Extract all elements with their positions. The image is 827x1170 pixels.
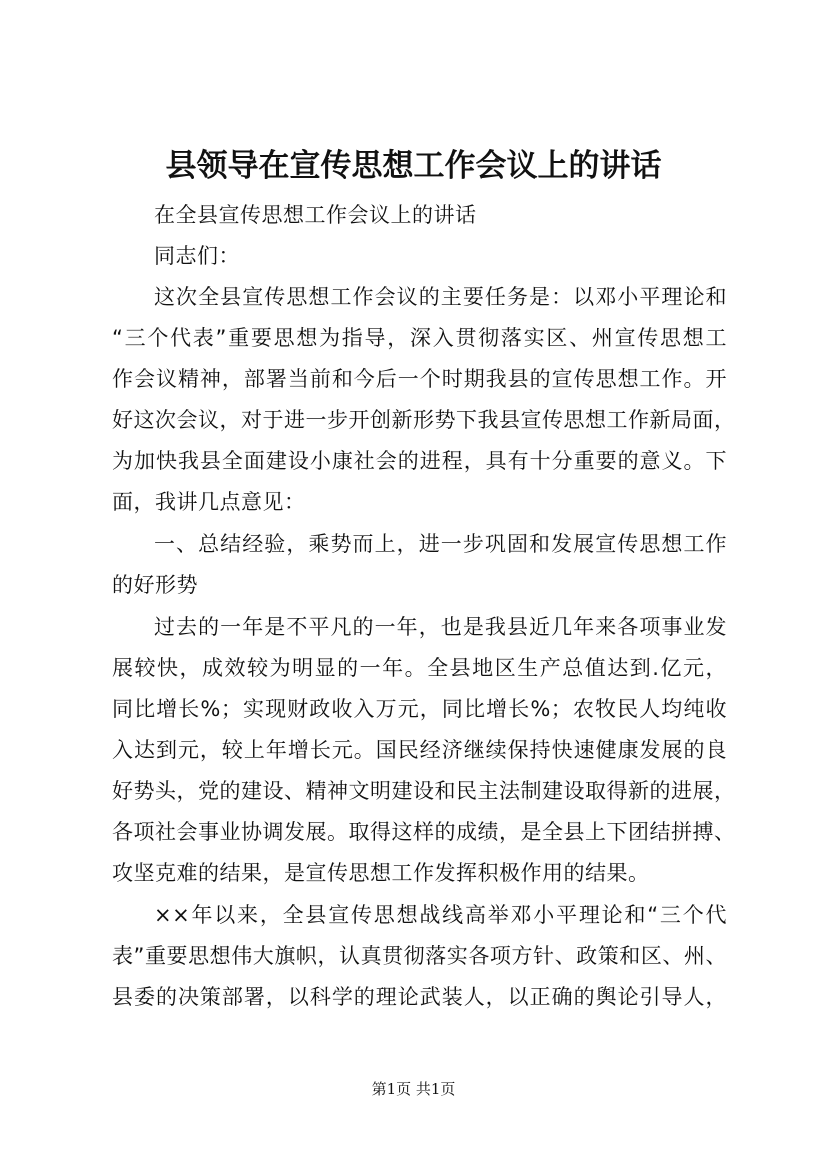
- paragraph-line: 表”重要思想伟大旗帜，认真贯彻落实各项方针、政策和区、州、: [112, 944, 727, 968]
- section-heading-line: 的好形势: [112, 573, 198, 597]
- paragraph-line: 县委的决策部署，以科学的理论武装人，以正确的舆论引导人，: [112, 985, 727, 1009]
- paragraph-line: “三个代表”重要思想为指导，深入贯彻落实区、州宣传思想工: [112, 326, 727, 350]
- paragraph-line: 好这次会议，对于进一步开创新形势下我县宣传思想工作新局面，: [112, 408, 736, 432]
- paragraph-line: 攻坚克难的结果，是宣传思想工作发挥积极作用的结果。: [112, 861, 650, 885]
- paragraph-line: ××年以来，全县宣传思想战线高举邓小平理论和“三个代: [154, 903, 727, 927]
- paragraph-line: 这次全县宣传思想工作会议的主要任务是：以邓小平理论和: [154, 285, 727, 309]
- paragraph-line: 同比增长%；实现财政收入万元，同比增长%；农牧民人均纯收: [112, 697, 727, 721]
- section-heading-line: 一、总结经验，乘势而上，进一步巩固和发展宣传思想工作: [154, 532, 727, 556]
- salutation: 同志们：: [154, 244, 240, 268]
- paragraph-line: 入达到元，较上年增长元。国民经济继续保持快速健康发展的良: [112, 738, 727, 762]
- paragraph-line: 展较快，成效较为明显的一年。全县地区生产总值达到.亿元，: [112, 656, 727, 680]
- paragraph-line: 面，我讲几点意见：: [112, 490, 306, 514]
- paragraph-line: 为加快我县全面建设小康社会的进程，具有十分重要的意义。下: [112, 449, 727, 473]
- document-subtitle: 在全县宣传思想工作会议上的讲话: [154, 203, 477, 227]
- paragraph-line: 好势头，党的建设、精神文明建设和民主法制建设取得新的进展，: [112, 779, 736, 803]
- paragraph-line: 作会议精神，部署当前和今后一个时期我县的宣传思想工作。开: [112, 367, 727, 391]
- document-title: 县领导在宣传思想工作会议上的讲话: [165, 148, 662, 184]
- paragraph-line: 各项社会事业协调发展。取得这样的成绩，是全县上下团结拼搏、: [112, 820, 736, 844]
- paragraph-line: 过去的一年是不平凡的一年，也是我县近几年来各项事业发: [154, 615, 727, 639]
- page-footer: 第1页 共1页: [371, 1080, 456, 1098]
